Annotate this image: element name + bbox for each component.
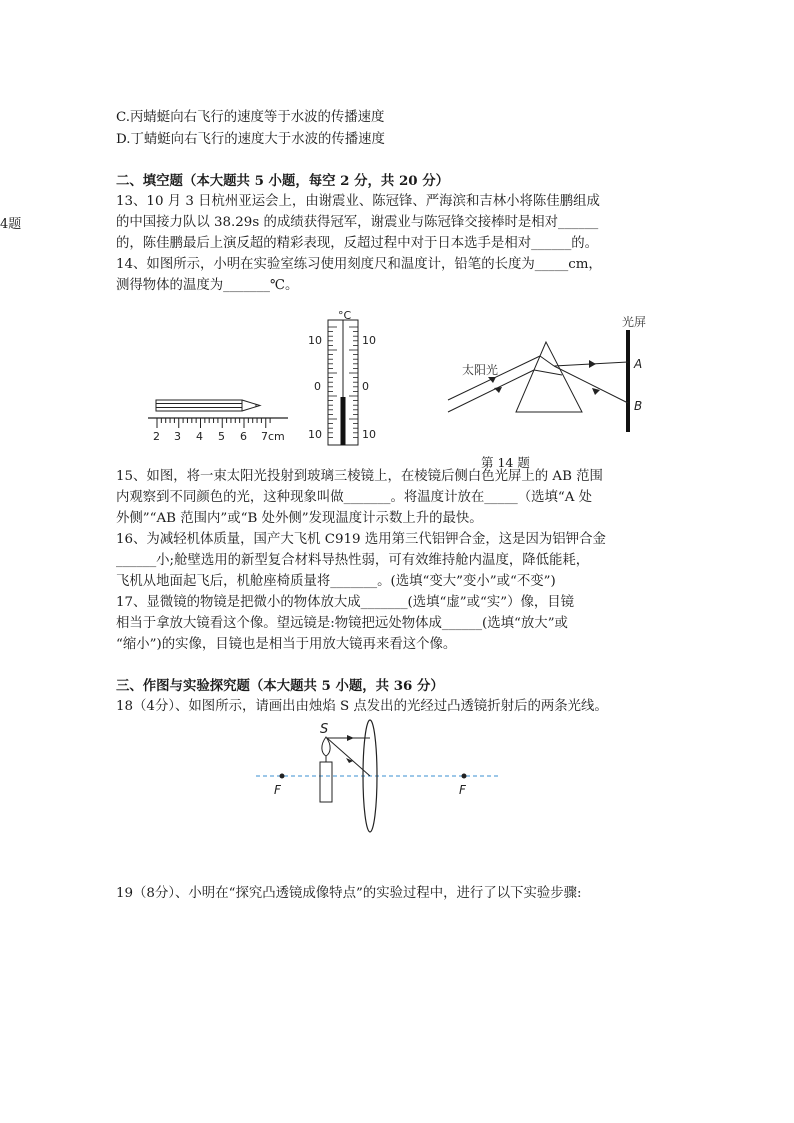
q19-text: 19（8分）、小明在“探究凸透镜成像特点”的实验过程中，进行了以下实验步骤: [116, 886, 582, 901]
focus-right-point [462, 774, 467, 779]
q13-line-2: 的中国接力队以 38.29s 的成绩获得冠军，谢震业与陈冠锋交接棒时是相对______ [116, 215, 599, 230]
q16-line-1: 16、为减轻机体质量，国产大飞机 C919 选用第三代铝钾合金，这是因为铝钾合金 [116, 532, 606, 547]
q14-line-2: 测得物体的温度为_______℃。 [116, 278, 299, 293]
sunlight-label: 太阳光 [462, 363, 499, 377]
pencil [156, 400, 260, 411]
thermometer-unit: °C [338, 309, 352, 322]
ruler-label-2: 2 [153, 430, 160, 443]
section-3-heading: 三、作图与实验探究题（本大题共 5 小题，共 36 分） [116, 678, 444, 694]
ruler-label-3: 3 [174, 430, 181, 443]
q13-line-3: 的，陈佳鹏最后上演反超的精彩表现，反超过程中对于日本选手是相对______的。 [116, 236, 599, 251]
q17-line-1: 17、显微镜的物镜是把微小的物体放大成_______(选填“虚”或“实”）像，目镜 [116, 595, 575, 610]
q15-line-2: 内观察到不同颜色的光，这种现象叫做_______。将温度计放在_____（选填“A 处 [116, 490, 593, 505]
option-d: D.丁蜻蜓向右飞行的速度大于水波的传播速度 [116, 132, 385, 147]
lens-figure [254, 718, 504, 836]
point-b-label: B [634, 399, 643, 413]
mercury-column [341, 397, 346, 445]
focus-left-point [280, 774, 285, 779]
q14-line-1: 14、如图所示，小明在实验室练习使用刻度尺和温度计，铅笔的长度为_____cm， [116, 257, 602, 272]
margin-note: 4题 [0, 217, 22, 232]
q17-line-2: 相当于拿放大镜看这个像。望远镜是:物镜把远处物体成______(选填“放大”或 [116, 616, 568, 631]
source-s-label: S [320, 722, 329, 737]
section-2-heading: 二、填空题（本大题共 5 小题，每空 2 分，共 20 分） [116, 173, 450, 189]
q17-line-3: “缩小”)的实像，目镜也是相当于用放大镜再来看这个像。 [116, 637, 457, 652]
thermo-right-10-top: 10 [362, 334, 376, 347]
q18-text: 18（4分）、如图所示，请画出由烛焰 S 点发出的光经过凸透镜折射后的两条光线。 [116, 699, 608, 714]
q15-line-3: 外侧”“AB 范围内”或“B 处外侧”发现温度计示数上升的最快。 [116, 511, 483, 526]
thermometer-figure [306, 305, 386, 455]
thermo-right-10-bottom: 10 [362, 428, 376, 441]
ray-arrows [488, 360, 600, 395]
triangular-prism [516, 342, 582, 412]
ruler-figure [148, 396, 292, 446]
point-a-label: A [634, 357, 643, 371]
prism-figure [444, 308, 654, 438]
focus-left-label: F [274, 783, 281, 797]
thermo-left-10-bottom: 10 [308, 428, 322, 441]
ruler-label-4: 4 [196, 430, 203, 443]
focus-right-label: F [459, 783, 466, 797]
ruler-label-6: 6 [240, 430, 247, 443]
candle [320, 762, 332, 802]
ruler-label-7cm: 7cm [261, 430, 285, 443]
thermo-left-10-top: 10 [308, 334, 322, 347]
q16-line-2: ______小;舱壁选用的新型复合材料导热性弱，可有效维持舱内温度，降低能耗， [116, 553, 590, 568]
option-c: C.丙蜻蜓向右飞行的速度等于水波的传播速度 [116, 110, 385, 125]
q15-line-1: 15、如图，将一束太阳光投射到玻璃三棱镜上，在棱镜后侧白色光屏上的 AB 范围 [116, 469, 603, 484]
thermo-left-0: 0 [314, 380, 321, 393]
thermo-right-0: 0 [362, 380, 369, 393]
q13-line-1: 13、10 月 3 日杭州亚运会上，由谢震业、陈冠锋、严海滨和吉林小将陈佳鹏组成 [116, 194, 600, 209]
screen-label: 光屏 [622, 315, 647, 329]
ruler-label-5: 5 [218, 430, 225, 443]
figure-caption: 第 14 题 [481, 455, 530, 470]
ruler-ticks [157, 418, 270, 428]
q16-line-3: 飞机从地面起飞后，机舱座椅质量将_______。(选填“变大”变小”或“不变”) [116, 574, 556, 589]
